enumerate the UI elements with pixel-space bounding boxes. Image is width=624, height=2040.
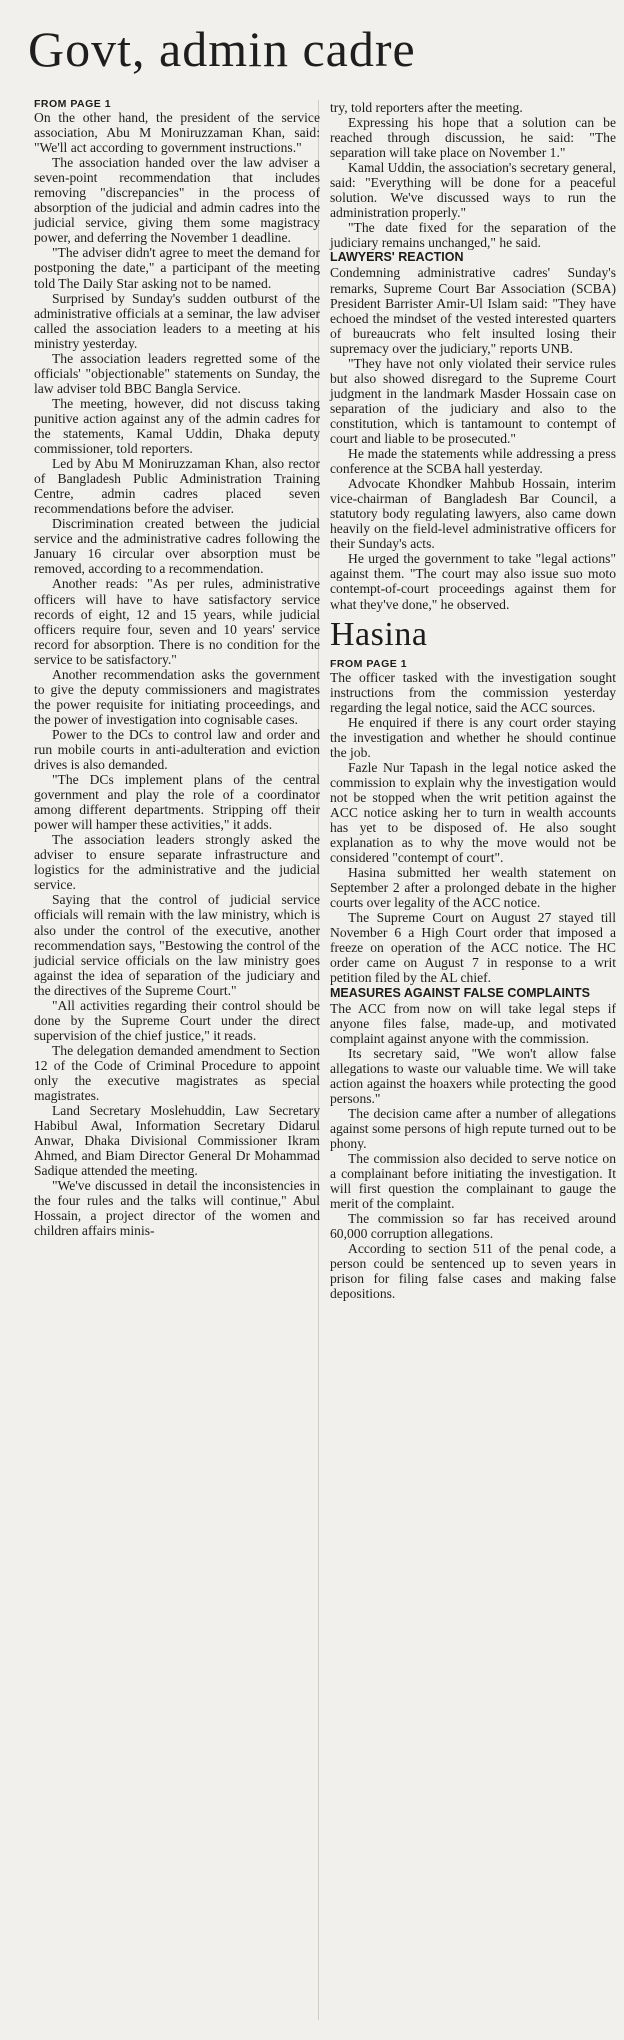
paragraph: The association leaders regretted some of the officials' "objectionable" statements on Sunday, the law adviser told BBC Bangla Service. <box>34 350 320 396</box>
paragraph: The commission so far has received around 60,000 corruption allegations. <box>330 1211 616 1242</box>
subhead-lawyers-reaction: LAWYERS' REACTION <box>330 250 464 265</box>
paragraph: The decision came after a number of allegations against some persons of high repute turned out to be phony. <box>330 1105 616 1151</box>
paragraph: The Supreme Court on August 27 stayed till November 6 a High Court order that imposed a freeze on operation of the ACC notice. The HC order came on August 7 in response to a writ petition filed by the AL chief. <box>330 910 616 986</box>
paragraph: "The DCs implement plans of the central government and play the role of a coordinator among different departments. Stripping off their power will hamper these activities," it adds. <box>34 772 320 833</box>
subhead-measures: MEASURES AGAINST FALSE COMPLAINTS <box>330 985 590 1000</box>
paragraph: "All activities regarding their control should be done by the Supreme Court under the direct supervision of the chief justice," it reads. <box>34 997 320 1043</box>
left-column <box>34 98 320 1239</box>
hasina-dateline: FROM PAGE 1 <box>330 657 408 670</box>
article-headline: Govt, admin cadre <box>28 21 416 77</box>
paragraph: The association handed over the law adviser a seven-point recommendation that includes removing "discrepancies" in the process of absorption of the judicial and admin cadres into the judicial service, giving them some magistracy power, and deferring the November 1 deadline. <box>34 155 320 246</box>
paragraph: Led by Abu M Moniruzzaman Khan, also rector of Bangladesh Public Administration Training Centre, admin cadres placed seven recommendations before the adviser. <box>34 456 320 517</box>
paragraph: The officer tasked with the investigation sought instructions from the commission yesterday regarding the legal notice, said the ACC sources. <box>330 669 616 715</box>
paragraph: Saying that the control of judicial service officials will remain with the law ministry, which is also under the control of the executive, another recommendation says, "Bestowing the control of the judicial service officials on the law ministry goes against the idea of separation of the judiciary and the directives of the Supreme Court." <box>34 892 320 998</box>
dateline: FROM PAGE 1 <box>34 98 112 110</box>
hasina-headline: Hasina <box>330 615 428 653</box>
paragraph: Discrimination created between the judicial service and the administrative cadres following the January 16 circular over absorption must be removed, according to a recommendation. <box>34 516 320 577</box>
paragraph: "The adviser didn't agree to meet the demand for postponing the date," a participant of the meeting told The Daily Star asking not to be named. <box>34 245 320 291</box>
paragraph: Land Secretary Moslehuddin, Law Secretary Habibul Awal, Information Secretary Didarul Anwar, Dhaka Divisional Commissioner Ikram Ahmed, and Biam Director General Dr Mohammad Sadique attended the meeting. <box>34 1103 320 1179</box>
paragraph: Expressing his hope that a solution can be reached through discussion, he said: "The separation will take place on November 1." <box>330 115 616 161</box>
paragraph: "The date fixed for the separation of the judiciary remains unchanged," he said. <box>330 220 616 251</box>
paragraph: "We've discussed in detail the inconsistencies in the four rules and the talks will continue," Abul Hossain, a project director of the women and children affairs minis- <box>34 1178 320 1239</box>
paragraph: Another recommendation asks the government to give the deputy commissioners and magistrates the power requisite for initiating proceedings, and the power of investigation into cognisable cases. <box>34 666 320 727</box>
paragraph: Hasina submitted her wealth statement on September 2 after a prolonged debate in the higher courts over legality of the ACC notice. <box>330 865 616 911</box>
paragraph: Advocate Khondker Mahbub Hossain, interim vice-chairman of Bangladesh Bar Council, a statutory body regulating lawyers, also came down heavily on the field-level administrative officers for their Sunday's acts. <box>330 476 616 552</box>
paragraph: The commission also decided to serve notice on a complainant before initiating the investigation. It will first question the complainant to gauge the merit of the complaint. <box>330 1151 616 1212</box>
paragraph: Kamal Uddin, the association's secretary general, said: "Everything will be done for a peaceful solution. We've discussed ways to run the administration properly." <box>330 160 616 221</box>
paragraph: Condemning administrative cadres' Sunday's remarks, Supreme Court Bar Association (SCBA) President Barrister Amir-Ul Islam said: "They have echoed the mindset of the vested interested quarters of bureaucrats who felt insulted losing their supremacy over the judiciary," reports UNB. <box>330 265 616 356</box>
paragraph: "They have not only violated their service rules but also showed disregard to the Supreme Court judgment in the landmark Masder Hossain case on separation of the judiciary and also to the constitution, which is tantamount to contempt of court and liable to be prosecuted." <box>330 355 616 446</box>
paragraph: The ACC from now on will take legal steps if anyone files false, made-up, and motivated complaint against anyone with the commission. <box>330 1000 616 1046</box>
paragraph: Surprised by Sunday's sudden outburst of the administrative officials at a seminar, the law adviser called the association leaders to a meeting at his ministry yesterday. <box>34 290 320 351</box>
right-column <box>330 100 616 1301</box>
paragraph: try, told reporters after the meeting. <box>330 100 523 115</box>
paragraph: Its secretary said, "We won't allow false allegations to waste our valuable time. We will take action against the hoaxers while protecting the good persons." <box>330 1045 616 1106</box>
paragraph: The meeting, however, did not discuss taking punitive action against any of the admin cadres for the statements, Kamal Uddin, Dhaka deputy commissioner, told reporters. <box>34 395 320 457</box>
paragraph: According to section 511 of the penal code, a person could be sentenced up to seven years in prison for filing false cases and making false depositions. <box>330 1241 616 1302</box>
paragraph: Fazle Nur Tapash in the legal notice asked the commission to explain why the investigation would not be stopped when the writ petition against the ACC notice asking her to turn in wealth accounts has yet to be disposed of. He also sought explanation as to why the move would not be considered "contempt of court". <box>330 759 616 866</box>
paragraph: He enquired if there is any court order staying the investigation and whether he should continue the job. <box>330 714 616 760</box>
paragraph: On the other hand, the president of the service association, Abu M Moniruzzaman Khan, said: "We'll act according to government instructions." <box>34 110 320 156</box>
paragraph: The delegation demanded amendment to Section 12 of the Code of Criminal Procedure to appoint only the executive magistrates as special magistrates. <box>34 1042 320 1104</box>
paragraph: Another reads: "As per rules, administrative officers will have to have satisfactory service records of eight, 12 and 15 years, while judicial officers require four, seven and 10 years' service record for absorption. There is no condition for the service to be satisfactory." <box>34 576 320 667</box>
paragraph: He urged the government to take "legal actions" against them. "The court may also issue suo moto contempt-of-court proceedings against them for what they've done," he observed. <box>330 551 616 612</box>
paragraph: Power to the DCs to control law and order and run mobile courts in anti-adulteration and eviction drives is also demanded. <box>34 726 320 773</box>
paragraph: He made the statements while addressing a press conference at the SCBA hall yesterday. <box>330 446 616 477</box>
paragraph: The association leaders strongly asked the adviser to ensure separate infrastructure and logistics for the administrative and the judicial service. <box>34 832 320 893</box>
